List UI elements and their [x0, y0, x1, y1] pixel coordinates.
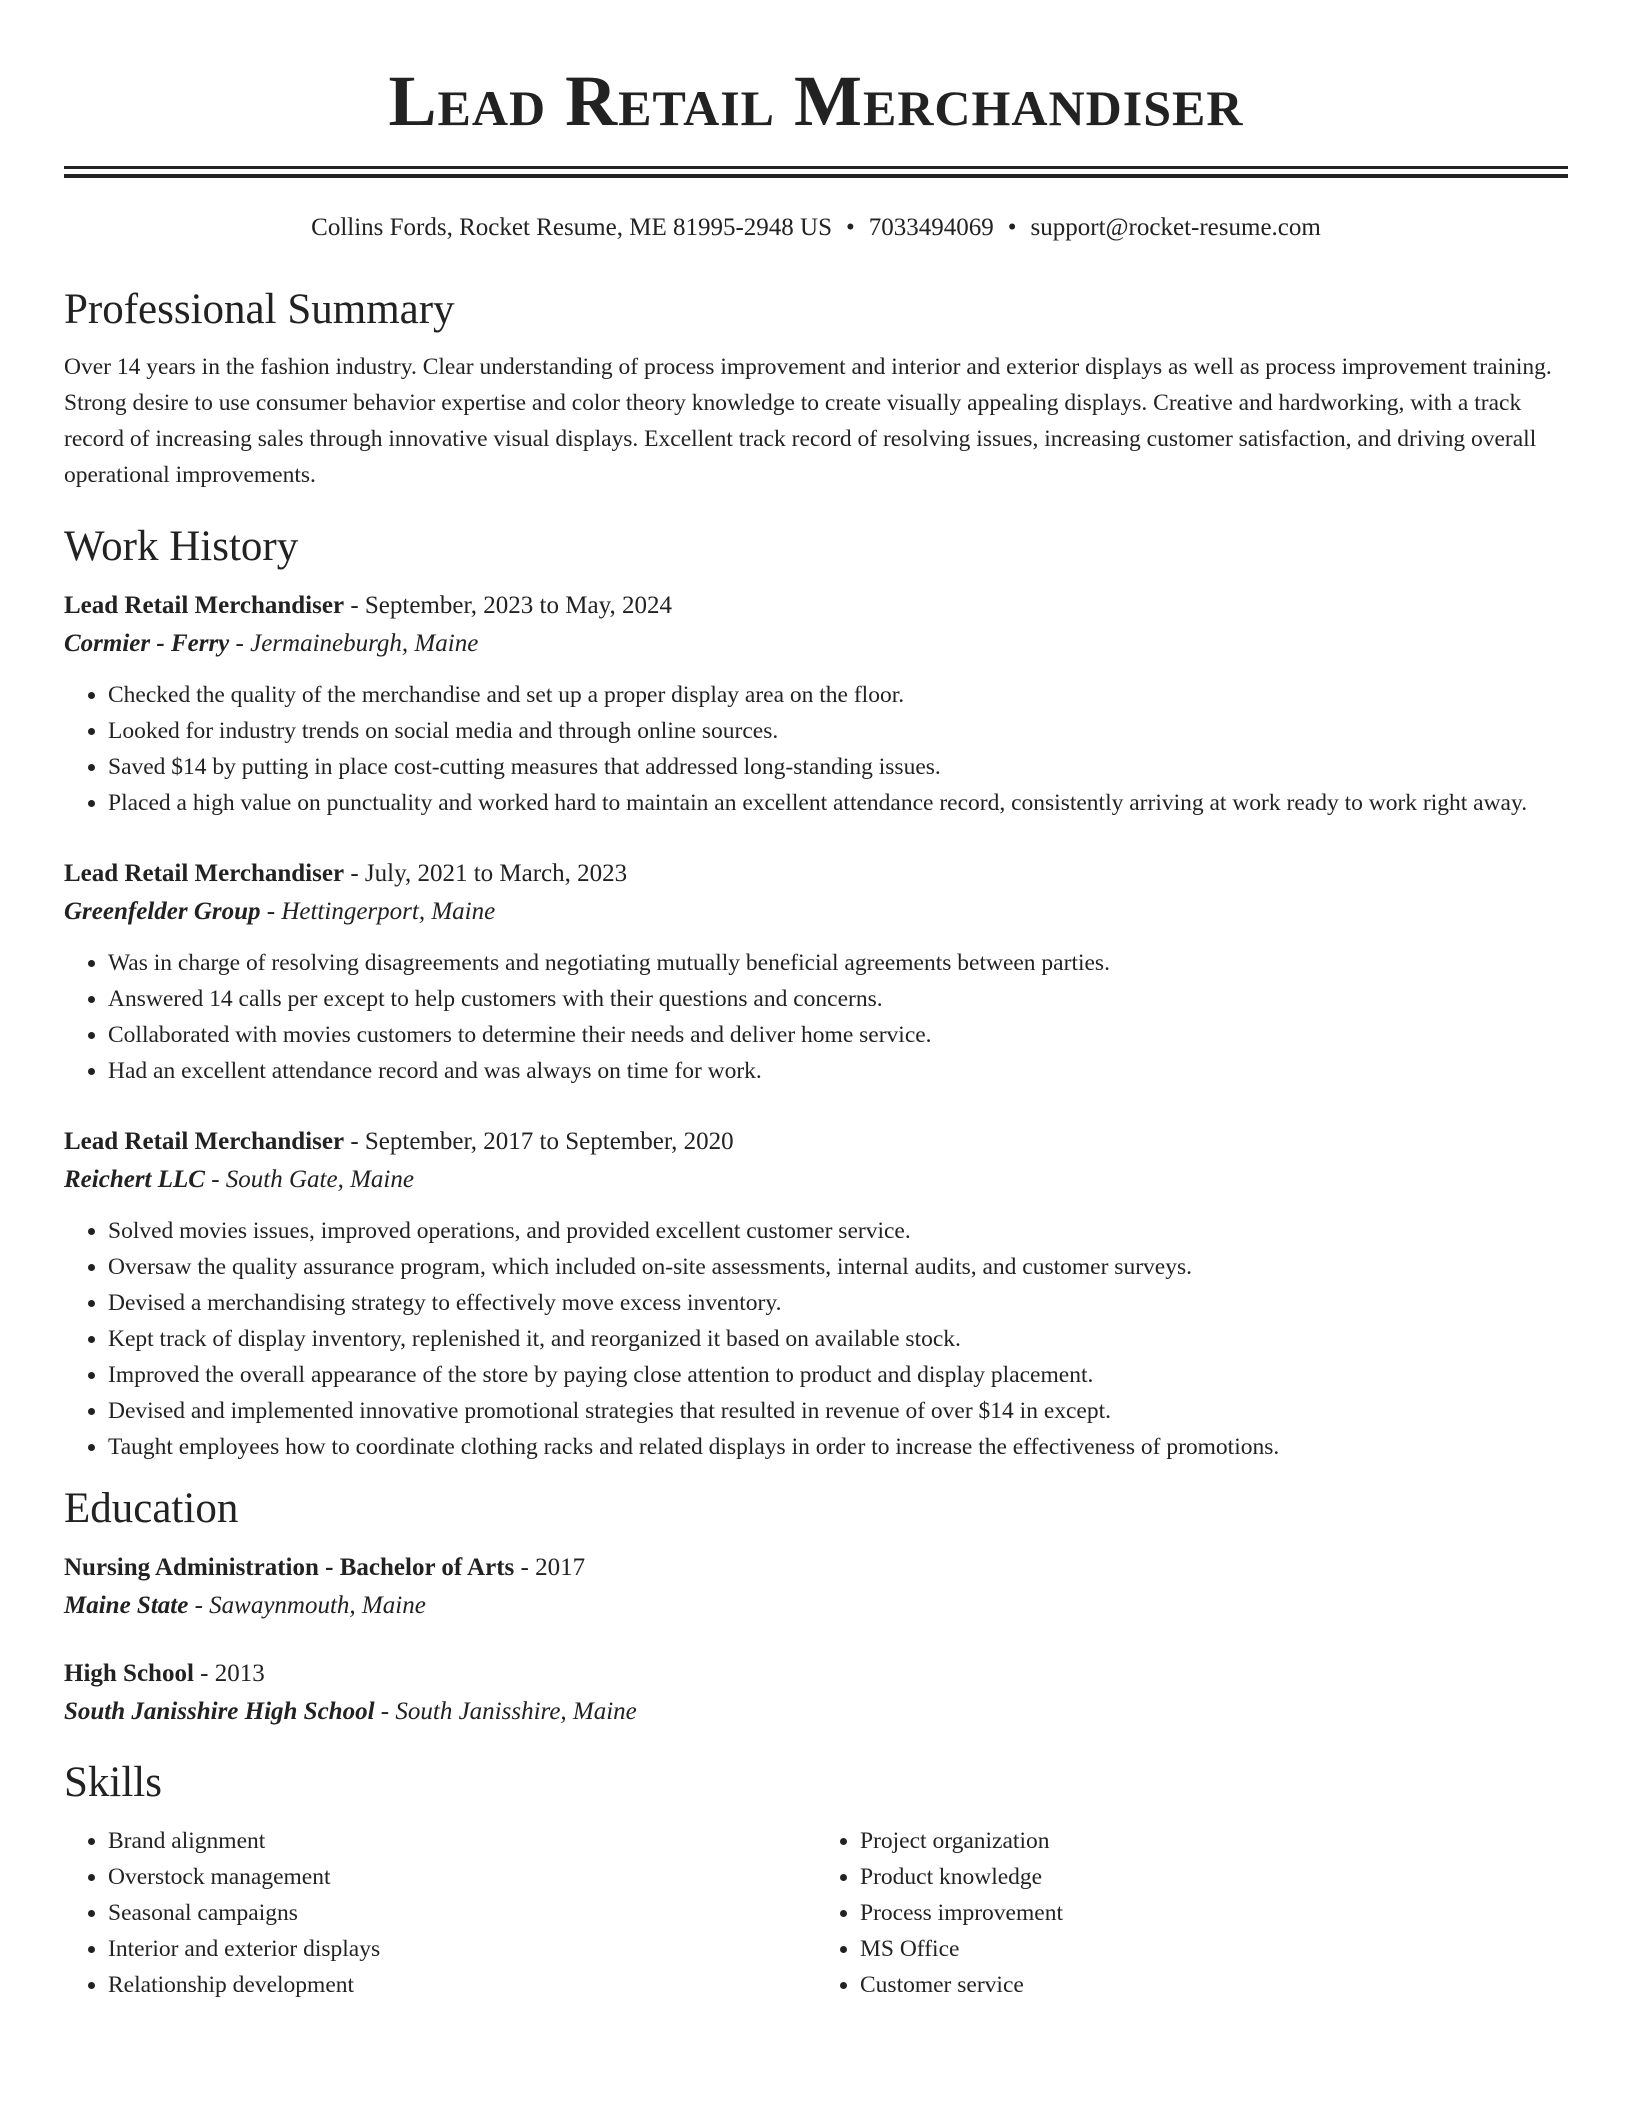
- skill-item: • Customer service: [860, 1967, 1568, 2003]
- job-bullet: • Improved the overall appearance of the store by paying close attention to product and display placement.: [108, 1357, 1568, 1393]
- job-role: Lead Retail Merchandiser: [64, 860, 345, 887]
- education-entry: [64, 1655, 1568, 1731]
- job-bullet: • Was in charge of resolving disagreements and negotiating mutually beneficial agreements between parties.: [108, 945, 1568, 981]
- skill-item: • Project organization: [860, 1823, 1568, 1859]
- education-entry: [64, 1549, 1568, 1625]
- job-bullet: • Placed a high value on punctuality and worked hard to maintain an excellent attendance record, consistently arriving at work ready to work right away.: [108, 785, 1568, 821]
- job-bullet: • Taught employees how to coordinate clothing racks and related displays in order to increase the effectiveness of promotions.: [108, 1429, 1568, 1465]
- contact-line: [64, 212, 1568, 244]
- job-role: Lead Retail Merchandiser: [64, 1128, 345, 1155]
- section-title-skills: Skills: [64, 1759, 162, 1806]
- resume-name: Lead Retail Merchandiser: [388, 61, 1244, 141]
- job-entry: [64, 1123, 1568, 1465]
- job-bullet: • Saved $14 by putting in place cost-cutting measures that addressed long-standing issues.: [108, 749, 1568, 785]
- education-school: South Janisshire High School: [64, 1698, 375, 1725]
- contact-separator: •: [846, 214, 855, 241]
- education-school-line: [64, 1587, 1568, 1625]
- job-company-line: [64, 893, 1568, 931]
- education-school: Maine State: [64, 1592, 189, 1619]
- education-degree: Nursing Administration - Bachelor of Arts: [64, 1554, 515, 1581]
- education-location: - South Janisshire, Maine: [374, 1698, 637, 1725]
- education-location: - Sawaynmouth, Maine: [188, 1592, 426, 1619]
- skill-item: • MS Office: [860, 1931, 1568, 1967]
- job-company: Reichert LLC: [64, 1166, 205, 1193]
- skill-item: • Overstock management: [108, 1859, 816, 1895]
- job-header: [64, 587, 1568, 625]
- job-bullet: • Checked the quality of the merchandise and set up a proper display area on the floor.: [108, 677, 1568, 713]
- skills-columns: [64, 1823, 1568, 2003]
- summary-text: Over 14 years in the fashion industry. Clear understanding of process improvement and interior and exterior displays as well as process improvement training. Strong desire to use consumer behavior expertise and color theory knowledge to create visually appealing displays. Creative and hardworking, with a track record of increasing sales through innovative visual displays. Excellent track record of resolving issues, increasing customer satisfaction, and driving overall operational improvements.: [64, 354, 1552, 488]
- job-company-line: [64, 625, 1568, 663]
- job-bullets: [64, 1213, 1568, 1465]
- job-bullet: • Collaborated with movies customers to determine their needs and deliver home service.: [108, 1017, 1568, 1053]
- job-bullet: • Devised a merchandising strategy to effectively move excess inventory.: [108, 1285, 1568, 1321]
- contact-separator: •: [1007, 214, 1017, 241]
- job-dates: - July, 2021 to March, 2023: [344, 860, 628, 887]
- job-bullets: [64, 945, 1568, 1089]
- skill-item: • Product knowledge: [860, 1859, 1568, 1895]
- job-role: Lead Retail Merchandiser: [64, 592, 345, 619]
- education-year: - 2017: [514, 1554, 586, 1581]
- job-company-line: [64, 1161, 1568, 1199]
- education-degree: High School: [64, 1660, 194, 1687]
- job-bullet: • Answered 14 calls per except to help customers with their questions and concerns.: [108, 981, 1568, 1017]
- job-location: - Hettingerport, Maine: [260, 898, 496, 925]
- job-bullet: • Looked for industry trends on social media and through online sources.: [108, 713, 1568, 749]
- education-year: - 2013: [193, 1660, 265, 1687]
- skill-item: • Relationship development: [108, 1967, 816, 2003]
- job-entry: [64, 587, 1568, 821]
- job-company: Greenfelder Group: [64, 898, 261, 925]
- header-rule-bottom: [64, 174, 1568, 178]
- job-dates: - September, 2017 to September, 2020: [344, 1128, 734, 1155]
- skills-list-left: [64, 1823, 816, 2003]
- skill-item: • Brand alignment: [108, 1823, 816, 1859]
- job-header: [64, 855, 1568, 893]
- job-dates: - September, 2023 to May, 2024: [344, 592, 672, 619]
- education-header: [64, 1549, 1568, 1587]
- skills-list-right: [816, 1823, 1568, 2003]
- skill-item: • Seasonal campaigns: [108, 1895, 816, 1931]
- job-bullet: • Had an excellent attendance record and was always on time for work.: [108, 1053, 1568, 1089]
- contact-phone: 7033494069: [868, 214, 994, 241]
- job-location: - South Gate, Maine: [204, 1166, 414, 1193]
- header-rule-top: [64, 166, 1568, 169]
- education-school-line: [64, 1693, 1568, 1731]
- job-bullet: • Devised and implemented innovative promotional strategies that resulted in revenue of over $14 in except.: [108, 1393, 1568, 1429]
- job-entry: [64, 855, 1568, 1089]
- skill-item: • Interior and exterior displays: [108, 1931, 816, 1967]
- job-company: Cormier - Ferry: [64, 630, 230, 657]
- skill-item: • Process improvement: [860, 1895, 1568, 1931]
- section-title-summary: Professional Summary: [64, 286, 455, 333]
- contact-address: Collins Fords, Rocket Resume, ME 81995-2948 US: [311, 214, 832, 241]
- job-location: - Jermaineburgh, Maine: [229, 630, 479, 657]
- section-title-education: Education: [64, 1485, 239, 1532]
- job-header: [64, 1123, 1568, 1161]
- job-bullets: [64, 677, 1568, 821]
- job-bullet: • Solved movies issues, improved operations, and provided excellent customer service.: [108, 1213, 1568, 1249]
- section-title-work-history: Work History: [64, 523, 299, 570]
- contact-email: support@rocket-resume.com: [1030, 214, 1321, 241]
- job-bullet: • Kept track of display inventory, replenished it, and reorganized it based on available stock.: [108, 1321, 1568, 1357]
- education-header: [64, 1655, 1568, 1693]
- job-bullet: • Oversaw the quality assurance program, which included on-site assessments, internal audits, and customer surveys.: [108, 1249, 1568, 1285]
